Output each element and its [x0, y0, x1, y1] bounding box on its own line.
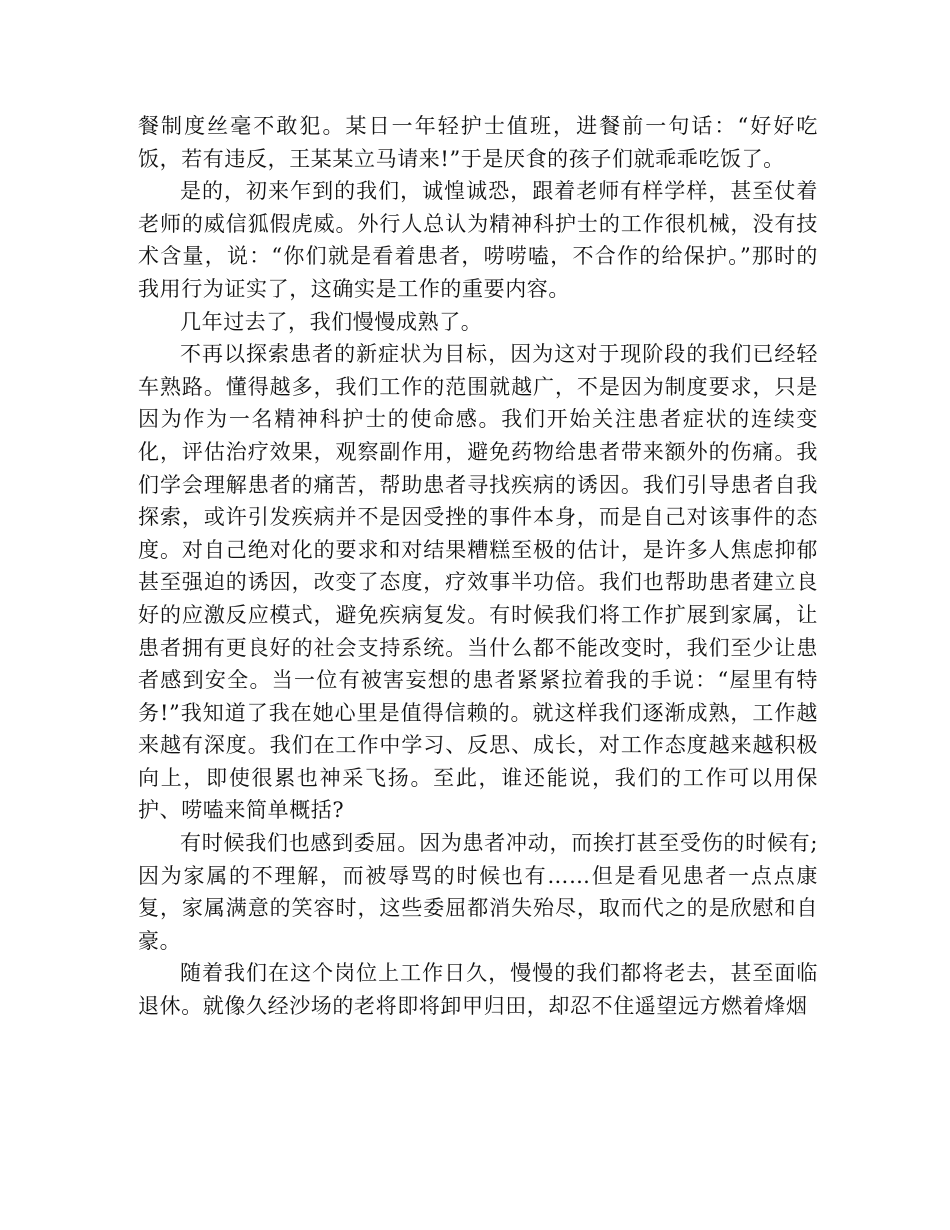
paragraph-5: 有时候我们也感到委屈。因为患者冲动，而挨打甚至受伤的时候有;因为家属的不理解，而被辱骂的时候也有……但是看见患者一点点康复，家属满意的笑容时，这些委屈都消失殆尽，取而代之的是欣慰和自豪。	[138, 831, 818, 953]
paragraph-1: 餐制度丝毫不敢犯。某日一年轻护士值班，进餐前一句话：“好好吃饭，若有违反，王某某立马请来!”于是厌食的孩子们就乖乖吃饭了。	[138, 114, 818, 171]
paragraph-2: 是的，初来乍到的我们，诚惶诚恐，跟着老师有样学样，甚至仗着老师的威信狐假虎威。外行人总认为精神科护士的工作很机械，没有技术含量，说：“你们就是看着患者，唠唠嗑，不合作的给保护。”那时的我用行为证实了，这确实是工作的重要内容。	[138, 179, 818, 301]
article-body	[138, 110, 818, 1023]
paragraph-4: 不再以探索患者的新症状为目标，因为这对于现阶段的我们已经轻车熟路。懂得越多，我们工作的范围就越广，不是因为制度要求，只是因为作为一名精神科护士的使命感。我们开始关注患者症状的连续变化，评估治疗效果，观察副作用，避免药物给患者带来额外的伤痛。我们学会理解患者的痛苦，帮助患者寻找疾病的诱因。我们引导患者自我探索，或许引发疾病并不是因受挫的事件本身，而是自己对该事件的态度。对自己绝对化的要求和对结果糟糕至极的估计，是许多人焦虑抑郁甚至强迫的诱因，改变了态度，疗效事半功倍。我们也帮助患者建立良好的应激反应模式，避免疾病复发。有时候我们将工作扩展到家属，让患者拥有更良好的社会支持系统。当什么都不能改变时，我们至少让患者感到安全。当一位有被害妄想的患者紧紧拉着我的手说：“屋里有特务!”我知道了我在她心里是值得信赖的。就这样我们逐渐成熟，工作越来越有深度。我们在工作中学习、反思、成长，对工作态度越来越积极向上，即使很累也神采飞扬。至此，谁还能说，我们的工作可以用保护、唠嗑来简单概括?	[138, 342, 818, 823]
paragraph-6: 随着我们在这个岗位上工作日久，慢慢的我们都将老去，甚至面临退休。就像久经沙场的老将即将卸甲归田，却忍不住遥望远方燃着烽烟	[138, 961, 818, 1019]
paragraph-3: 几年过去了，我们慢慢成熟了。	[180, 309, 483, 334]
